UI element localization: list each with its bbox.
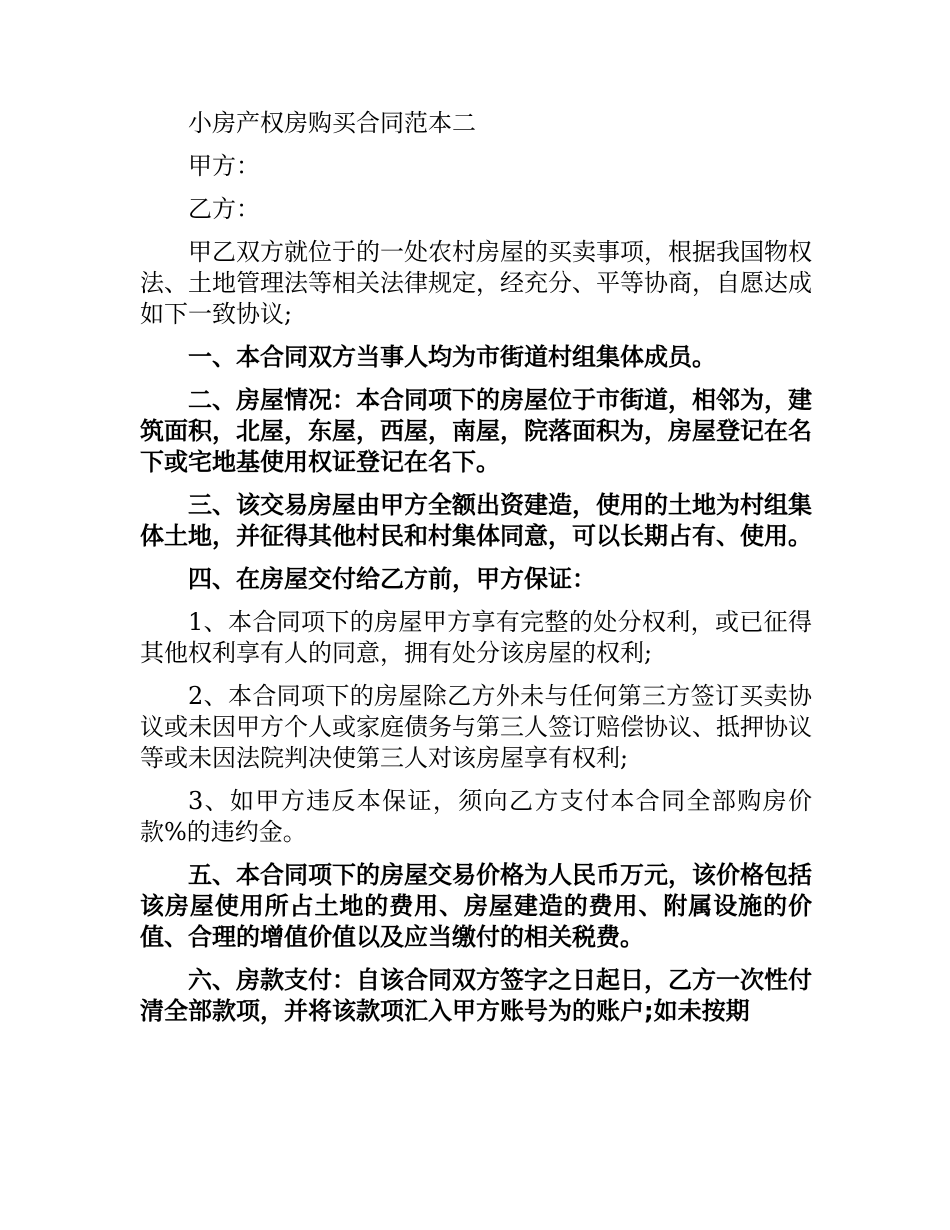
clause-4-item-1: 1、本合同项下的房屋甲方享有完整的处分权利，或已征得其他权利享有人的同意，拥有处分该房屋的权利; — [140, 608, 812, 667]
party-b-line: 乙方： — [188, 195, 260, 223]
clause-6: 六、房款支付：自该合同双方签字之日起日，乙方一次性付清全部款项，并将该款项汇入甲方账号为的账户;如未按期 — [140, 966, 812, 1025]
paragraph-preamble: 甲乙双方就位于的一处农村房屋的买卖事项，根据我国物权法、土地管理法等相关法律规定，经充分、平等协商，自愿达成如下一致协议; — [140, 238, 812, 328]
clause-2: 二、房屋情况：本合同项下的房屋位于市街道，相邻为，建筑面积，北屋，东屋，西屋，南屋，院落面积为，房屋登记在名下或宅地基使用权证登记在名下。 — [140, 386, 812, 476]
clause-3: 三、该交易房屋由甲方全额出资建造，使用的土地为村组集体土地，并征得其他村民和村集体同意，可以长期占有、使用。 — [140, 491, 812, 550]
clause-4: 四、在房屋交付给乙方前，甲方保证： — [188, 565, 596, 593]
clause-1: 一、本合同双方当事人均为市街道村组集体成员。 — [188, 343, 716, 371]
clause-5: 五、本合同项下的房屋交易价格为人民币万元，该价格包括该房屋使用所占土地的费用、房屋建造的费用、附属设施的价值、合理的增值价值以及应当缴付的相关税费。 — [140, 861, 812, 951]
document-title: 小房产权房购买合同范本二 — [188, 109, 476, 137]
clause-4-item-2: 2、本合同项下的房屋除乙方外未与任何第三方签订买卖协议或未因甲方个人或家庭债务与第三人签订赔偿协议、抵押协议等或未因法院判决使第三人对该房屋享有权利; — [140, 682, 812, 772]
clause-4-item-3: 3、如甲方违反本保证，须向乙方支付本合同全部购房价款%的违约金。 — [140, 787, 812, 846]
party-a-line: 甲方： — [188, 152, 260, 180]
document-page — [140, 108, 812, 1039]
